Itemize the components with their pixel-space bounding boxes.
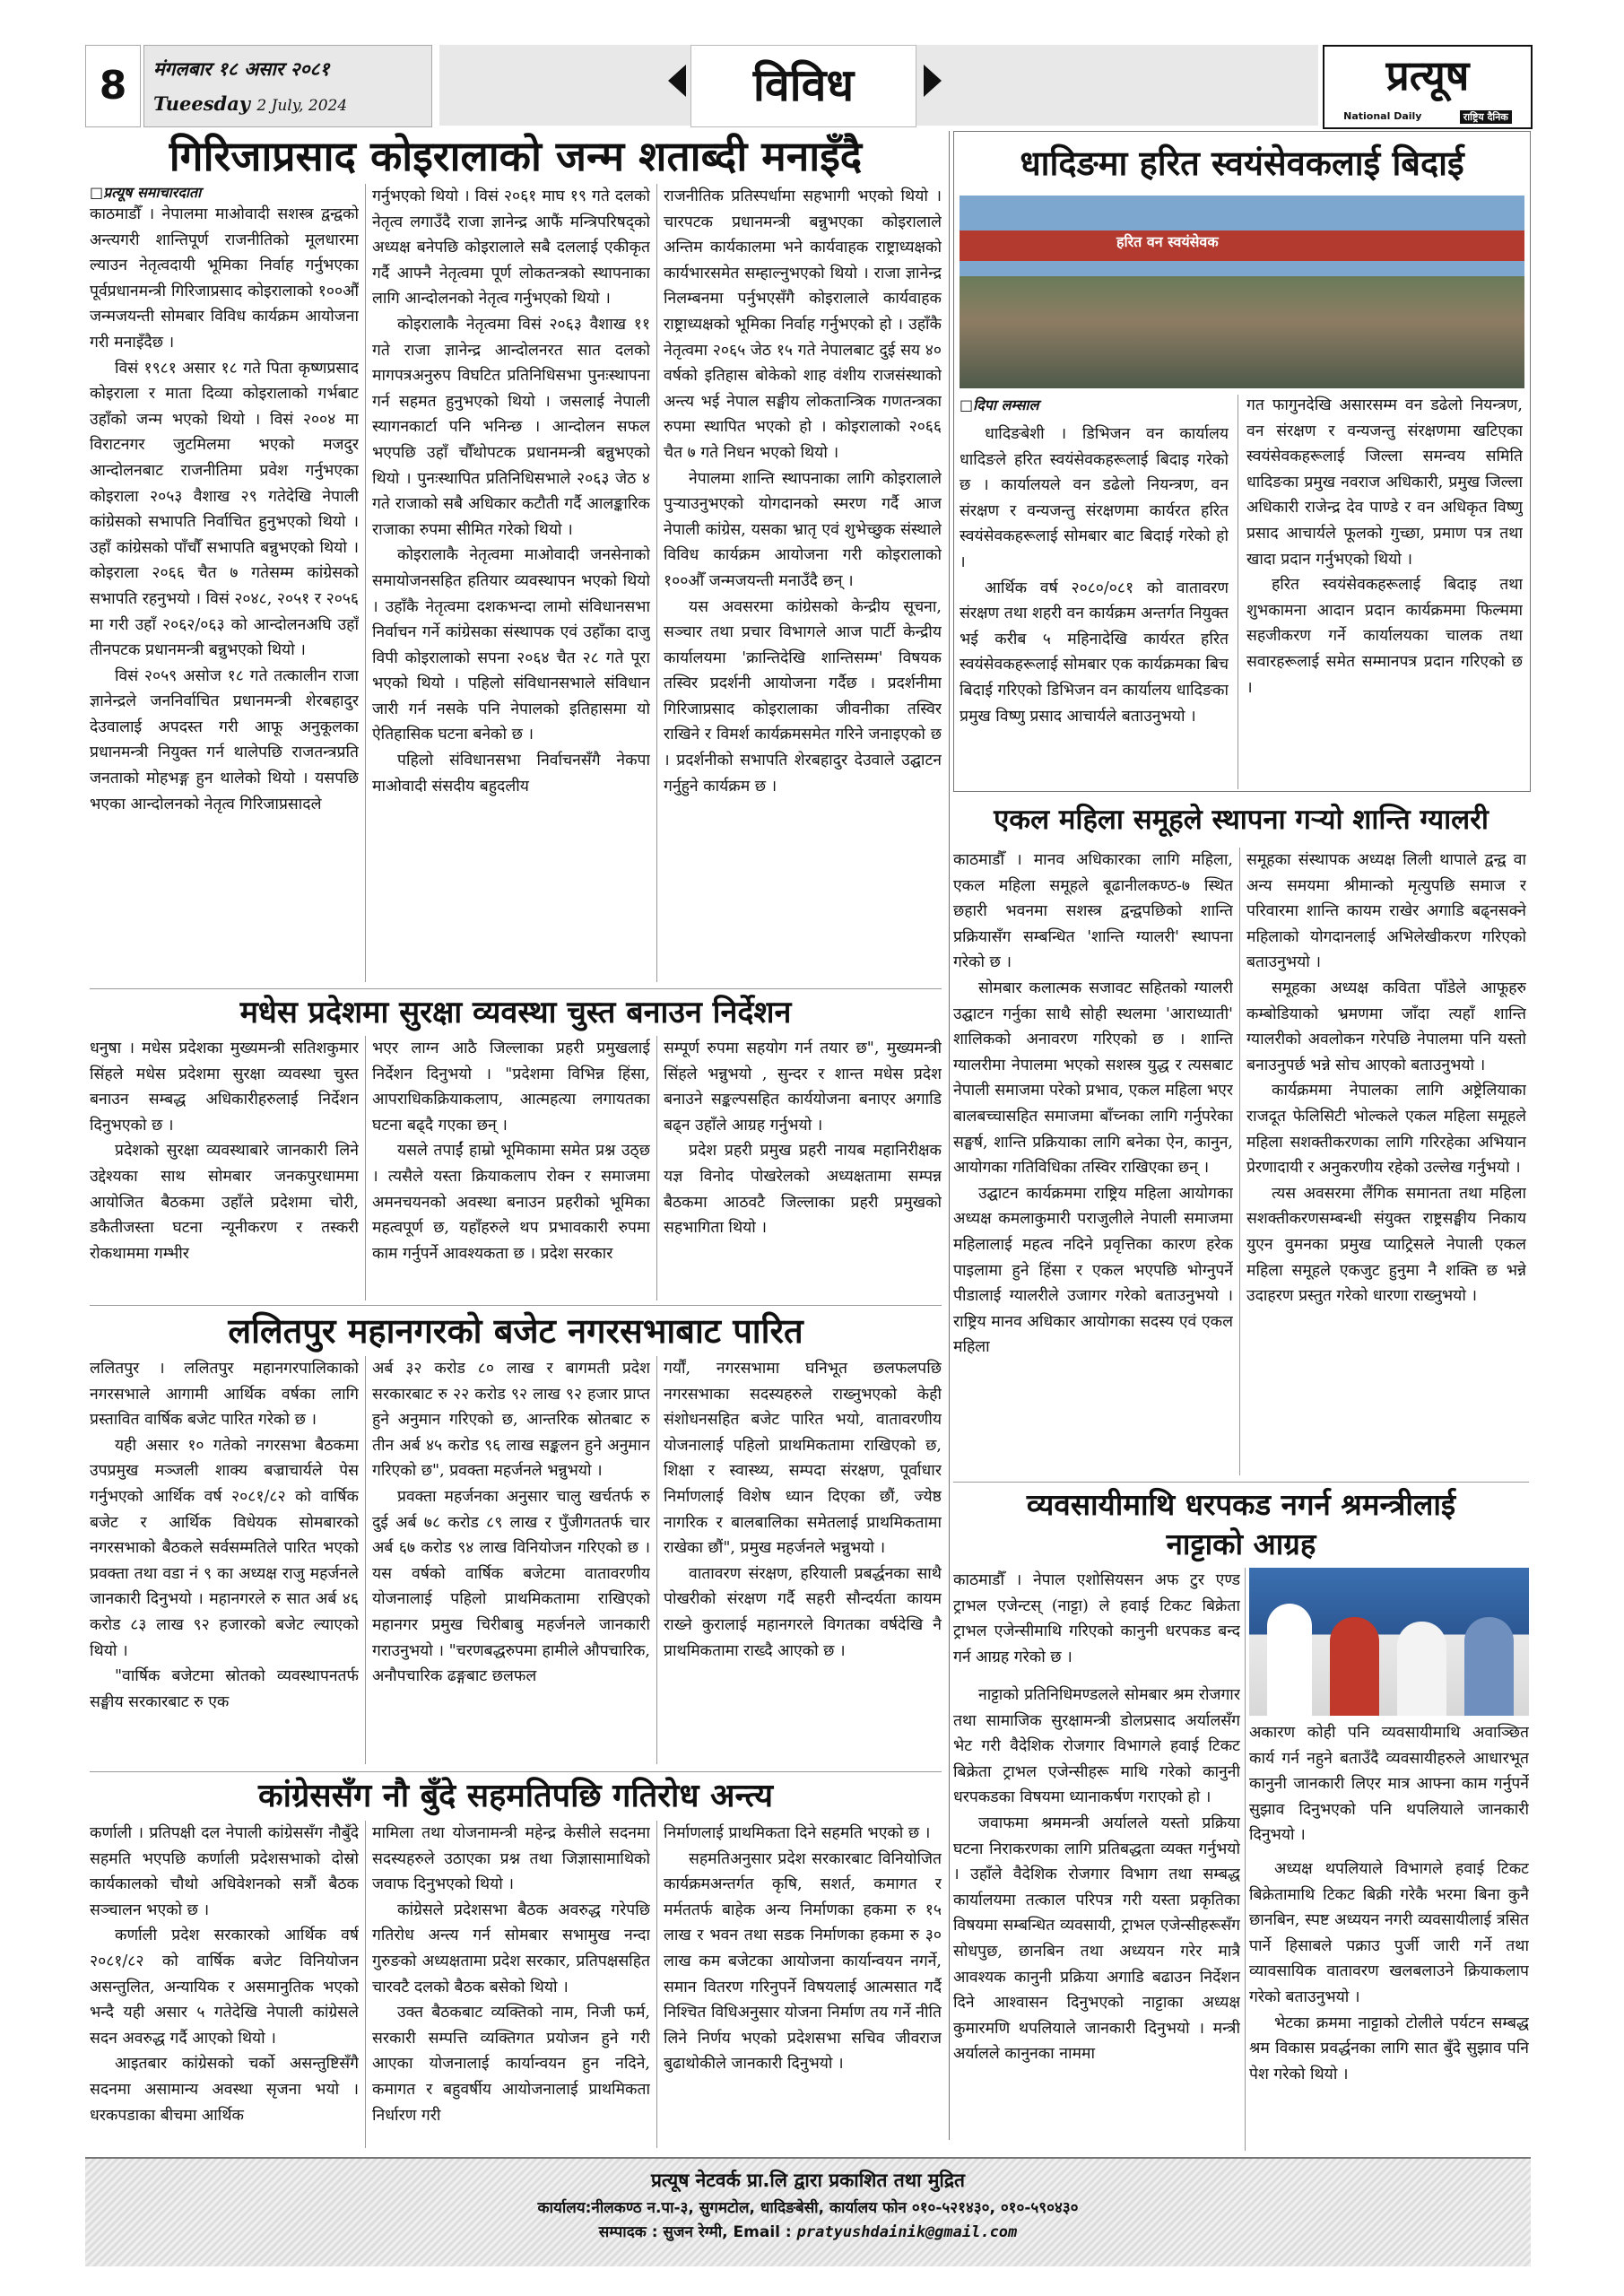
story1-c2-p4: पहिलो संविधानसभा निर्वाचनसँगै नेकपा माओवादी संसदीय बहुदलीय bbox=[372, 752, 650, 796]
newspaper-logo bbox=[1323, 45, 1533, 129]
story4-c1-p2: प्रदेशको सुरक्षा व्यवस्थाबारे जानकारी लिने उद्देश्यका साथ सोमबार जनकपुरधाममा आयोजित बैठकमा उहाँले प्रदेशमा चोरी, डकैतीजस्ता घटना न्यूनीकरण र तस्करी रोकथाममा गम्भीर bbox=[90, 1142, 359, 1263]
story7-headline-line1: व्यवसायीमाथि धरपकड नगर्न श्रमन्त्रीलाई bbox=[1026, 1487, 1456, 1522]
story4-headline: मधेस प्रदेशमा सुरक्षा व्यवस्था चुस्त बनाउन निर्देशन bbox=[239, 995, 792, 1031]
divider bbox=[656, 184, 657, 982]
email-link[interactable]: pratyushdainik@gmail.com bbox=[796, 2223, 1018, 2241]
story5-c1-p1: ललितपुर । ललितपुर महानगरपालिकाको नगरसभाले आगामी आर्थिक वर्षका लागि प्रस्तावित वार्षिक बजेट पारित गरेको छ । bbox=[90, 1360, 359, 1430]
story4-c2-p1: भएर लाग्न आठै जिल्लाका प्रहरी प्रमुखलाई निर्देशन दिनुभयो । "प्रदेशमा विभिन्न हिंसा, आपराधिकक्रियाकलाप, आत्महत्या लगायतका घटना बढ्दै गएका छन् । bbox=[372, 1039, 650, 1135]
story5-c1-p2: यही असार १० गतेको नगरसभा बैठकमा उपप्रमुख मञ्जली शाक्य बज्राचार्यले पेस गर्नुभएको आर्थिक वर्ष २०८१/८२ को वार्षिक बजेट र आर्थिक विधेयक सोमबारको नगरसभाको बैठकले सर्वसम्मतिले पारित भएको प्रवक्ता तथा वडा नं ९ का अध्यक्ष राजु महर्जनले जानकारी दिनुभयो । महानगरले रु सात अर्ब ४६ करोड ८३ लाख ९२ हजारको बजेट ल्याएको थियो । bbox=[90, 1436, 359, 1660]
story3-c1-p2: सोमबार कलात्मक सजावट सहितको ग्यालरी उद्घाटन गर्नुका साथै सोही स्थलमा 'आराध्याती' शालिकको अनावरण गरिएको छ । शान्ति ग्यालरीमा नेपालमा भएको सशस्त्र युद्ध र त्यसबाट नेपाली समाजमा परेको प्रभाव, एकल महिला भएर बालबच्चासहित समाजमा बाँच्नका लागि गर्नुपरेका सङ्घर्ष, शान्ति प्रक्रियाका लागि बनेका ऐन, कानुन, आयोगका गतिविधिका तस्विर राखिएका छन् । bbox=[953, 978, 1233, 1178]
story7-caption-text: अकारण कोही पनि व्यवसायीमाथि अवाञ्छित कार्य गर्न नहुने बताउँदै व्यवसायीहरुले आधारभूत कानुनी जानकारी लिएर मात्र आफ्ना काम गर्नुपर्ने सुझाव दिनुभएको पनि थपलियाले जानकारी दिनुभयो । bbox=[1249, 1724, 1529, 1845]
story4-column-3 bbox=[664, 1036, 942, 1305]
story1-c1-p1: काठमाडौँ । नेपालमा माओवादी सशस्त्र द्वन्द्वको अन्त्यगरी शान्तिपूर्ण राजनीतिको मूलधारमा ल्याउन नेतृत्वदायी भूमिका निर्वाह गर्नुभएका पूर्वप्रधानमन्त्री गिरिजाप्रसाद कोइरालाको १००औँ जन्मजयन्ती सोमबार विविध कार्यक्रम आयोजना गरी मनाइँदैछ । bbox=[90, 205, 359, 352]
divider bbox=[953, 1482, 1529, 1483]
story7-headline-line2: नाट्टाको आग्रह bbox=[1166, 1526, 1316, 1561]
divider bbox=[1239, 848, 1240, 1475]
story1-byline: □ प्रत्यूष समाचारदाता bbox=[90, 182, 201, 202]
story6-c1-p3: आइतबार कांग्रेसको चर्को असन्तुष्टिसँगै सदनमा असामान्य अवस्था सृजना भयो । धरकपडाका बीचमा आर्थिक bbox=[90, 2055, 359, 2125]
story7-c1-p2: जवाफमा श्रममन्त्री अर्यालले यस्तो प्रक्रिया घटना निराकरणका लागि प्रतिबद्धता व्यक्त गर्नुभयो । उहाँले वैदेशिक रोजगार विभाग तथा सम्बद्ध कार्यालयमा तत्काल परिपत्र गरी यस्ता प्रकृतिका विषयमा सम्बन्धित व्यवसायी, ट्राभल एजेन्सीहरूसँग सोधपुछ, छानबिन तथा अध्ययन गरेर मात्रै आवश्यक कानुनी प्रक्रिया अगाडि बढाउन निर्देशन दिने आश्वासन दिनुभएको नाट्टाका अध्यक्ष कुमारमणि थपलियाले जानकारी दिनुभयो । मन्त्री अर्यालले कानुनका नाममा bbox=[953, 1813, 1240, 2064]
story2-byline: □ दिपा लम्साल bbox=[960, 395, 1038, 414]
editor-line bbox=[85, 2221, 1531, 2241]
story7-c2-p1: अध्यक्ष थपलियाले विभागले हवाई टिकट बिक्रेतामाथि टिकट बिक्री गरेकै भरमा बिना कुनै छानबिन, स्पष्ट अध्ययन नगरी व्यवसायीलाई त्रसित पार्ने हिसाबले पक्राउ पुर्जी जारी गर्ने तथा व्यावसायिक वातावरण खलबलाउने क्रियाकलाप गरेको बताउनुभयो । bbox=[1249, 1860, 1529, 2006]
story5-column-3 bbox=[664, 1356, 942, 1769]
divider bbox=[949, 131, 950, 2140]
story2-c1-p1: धादिङबेशी । डिभिजन वन कार्यालय धादिङले हरित स्वयंसेवकहरूलाई बिदाइ गरेको छ । कार्यालयले वन डढेलो नियन्त्रण, वन संरक्षण र वन्यजन्तु संरक्षणमा कार्यरत हरित स्वयंसेवकहरूलाई सोमबार बाट बिदाई गरेको हो । bbox=[960, 425, 1229, 571]
divider bbox=[90, 1305, 942, 1306]
photo-person bbox=[1330, 1617, 1379, 1716]
story2-column-2 bbox=[1246, 393, 1523, 787]
date-nepali: मंगलबार १८ असार २०८१ bbox=[153, 58, 330, 80]
story3-c1-p3: उद्घाटन कार्यक्रममा राष्ट्रिय महिला आयोगका अध्यक्ष कमलाकुमारी पराजुलीले नेपाली समाजमा महिलालाई महत्व नदिने प्रवृत्तिका कारण हरेक पाइलामा हुने हिंसा र एकल भएपछि भोग्नुपर्ने पीडालाई ग्यालरीले उजागर गरेको बताउनुभयो । राष्ट्रिय मानव अधिकार आयोगका सदस्य एवं एकल महिला bbox=[953, 1184, 1233, 1357]
story7-c1-p1: नाट्टाको प्रतिनिधिमण्डलले सोमबार श्रम रोजगार तथा सामाजिक सुरक्षामन्त्री डोलप्रसाद अर्यालसँग भेट गरी वैदेशिक रोजगार विभागले हवाई टिकट बिक्रेता ट्राभल एजेन्सीहरू माथि गरेको कानुनी धरपकडका विषयमा ध्यानाकर्षण गराएको हो । bbox=[953, 1686, 1240, 1807]
story1-column-1 bbox=[90, 202, 359, 987]
story3-c2-p3: कार्यक्रममा नेपालका लागि अष्ट्रेलियाका राजदूत फेलिसिटी भोल्कले एकल महिला समूहले महिला सशक्तीकरणका लागि गरिरहेका अभियान प्रेरणादायी र अनुकरणीय रहेको उल्लेख गर्नुभयो । bbox=[1246, 1082, 1526, 1178]
story3-c2-p1: समूहका संस्थापक अध्यक्ष लिली थापाले द्वन्द्व वा अन्य समयमा श्रीमान्को मृत्युपछि समाज र परिवारमा शान्ति कायम राखेर अगाडि बढ्नसक्ने महिलाको योगदानलाई अभिलेखीकरण गरिएको बताउनुभयो । bbox=[1246, 851, 1526, 972]
story5-column-1 bbox=[90, 1356, 359, 1769]
story3-c1-p1: काठमाडौँ । मानव अधिकारका लागि महिला, एकल महिला समूहले बूढानीलकण्ठ-७ स्थित छहारी भवनमा सशस्त्र द्वन्द्वपछिको शान्ति प्रक्रियासँग सम्बन्धित 'शान्ति ग्यालरी' स्थापना गरेको छ । bbox=[953, 851, 1233, 972]
story3-headline: एकल महिला समूहले स्थापना गर्‍यो शान्ति ग्यालरी bbox=[994, 804, 1489, 836]
story7-c2-p2: भेटका क्रममा नाट्टाको टोलीले पर्यटन सम्बद्ध श्रम विकास प्रवर्द्धनका लागि सात बुँदे सुझाव पनि पेश गरेको थियो । bbox=[1249, 2013, 1529, 2083]
logo-sub-np: राष्ट्रिय दैनिक bbox=[1460, 110, 1512, 124]
story1-c2-p1: गर्नुभएको थियो । विसं २०६१ माघ १९ गते दलको नेतृत्व लगाउँदै राजा ज्ञानेन्द्र आफैं मन्त्रिपरिषद्को अध्यक्ष बनेपछि कोइरालाले सबै दललाई एकीकृत गर्दै आफ्नै नेतृत्वमा पूर्ण लोकतन्त्रको स्थापनाका लागि आन्दोलनको नेतृत्व गर्नुभएको थियो । bbox=[372, 187, 650, 309]
story7-photo-caption bbox=[1249, 1720, 1529, 1855]
divider bbox=[365, 1356, 366, 1764]
story1-column-2 bbox=[372, 184, 650, 987]
story4-column-2 bbox=[372, 1036, 650, 1305]
photo-person bbox=[1267, 1604, 1312, 1716]
divider bbox=[90, 1771, 942, 1772]
story3-column-1 bbox=[953, 848, 1233, 1480]
story4-c2-p2: यसले तपाईं हाम्रो भूमिकामा समेत प्रश्न उठ्छ । त्यसैले यस्ता क्रियाकलाप रोक्न र समाजमा अमनचयनको अवस्था बनाउन प्रहरीको भूमिका महत्वपूर्ण छ, यहाँहरुले थप प्रभावकारी रुपमा काम गर्नुपर्ने आवश्यकता छ । प्रदेश सरकार bbox=[372, 1142, 650, 1263]
story5-headline: ललितपुर महानगरको बजेट नगरसभाबाट पारित bbox=[228, 1311, 803, 1351]
date-rest: 2 July, 2024 bbox=[256, 97, 348, 115]
logo-subtitle bbox=[1324, 110, 1531, 124]
date-english bbox=[153, 92, 347, 115]
story2-column-1 bbox=[960, 422, 1229, 789]
story4-c1-p1: धनुषा । मधेस प्रदेशका मुख्यमन्त्री सतिशकुमार सिंहले मधेस प्रदेशमा सुरक्षा व्यवस्था चुस्त बनाउन सम्बद्ध अधिकारीहरुलाई निर्देशन दिनुभएको छ । bbox=[90, 1039, 359, 1135]
story6-c1-p2: कर्णाली प्रदेश सरकारको आर्थिक वर्ष २०८१/८२ को वार्षिक बजेट विनियोजन असन्तुलित, अन्यायिक र असमानुतिक भएको भन्दै यही असार ५ गतेदेखि नेपाली कांग्रेसले सदन अवरुद्ध गर्दै आएको थियो । bbox=[90, 1926, 359, 2048]
editor-prefix: सम्पादक : सुजन रेग्मी, Email : bbox=[598, 2223, 797, 2241]
story6-column-3 bbox=[664, 1821, 942, 2152]
story7-column-1 bbox=[953, 1683, 1240, 2149]
divider bbox=[656, 1821, 657, 2148]
date-box bbox=[143, 45, 432, 127]
story6-c3-p2: सहमतिअनुसार प्रदेश सरकारबाट विनियोजित कार्यक्रमअन्तर्गत कृषि, सशर्त, कमागत र मर्मततर्फ बाहेक अन्य निर्माणका हकमा रु १५ लाख र भवन तथा सडक निर्माणका हकमा रु ३० लाख कम बजेटका आयोजना कार्यान्वयन नगर्ने, समान वितरण गरिनुपर्ने विषयलाई आत्मसात गर्दै निश्चित विधिअनुसार योजना निर्माण तय गर्ने नीति लिने निर्णय भएको प्रदेशसभा सचिव जीवराज बुढाथोकीले जानकारी दिनुभयो । bbox=[664, 1849, 942, 2074]
story2-c2-p2: हरित स्वयंसेवकहरूलाई बिदाइ तथा शुभकामना आदान प्रदान कार्यक्रममा फिल्ममा सहजीकरण गर्ने कार्यालयका चालक तथा सवारहरूलाई समेत सम्मानपत्र प्रदान गरिएको छ । bbox=[1246, 576, 1523, 697]
story1-c3-p1: राजनीतिक प्रतिस्पर्धामा सहभागी भएको थियो । चारपटक प्रधानमन्त्री बन्नुभएका कोइरालाले अन्तिम कार्यकालमा भने कार्यवाहक राष्ट्राध्यक्षको कार्यभारसमेत सम्हाल्नुभएको थियो । राजा ज्ञानेन्द्र निलम्बनमा पर्नुभएसँगै कोइरालाले कार्यवाहक राष्ट्राध्यक्षको भूमिका निर्वाह गर्नुभएको हो । उहाँकै नेतृत्वमा २०६५ जेठ १५ गते नेपालबाट दुई सय ४० वर्षको इतिहास बोकेको शाह वंशीय राजसंस्थाको अन्त्य भई नेपाल सङ्घीय लोकतान्त्रिक गणतन्त्रका रुपमा स्थापित भएको हो । कोइरालाको २०६६ चैत ७ गते निधन भएको थियो । bbox=[664, 187, 942, 462]
story1-c1-p3: विसं २०५९ असोज १८ गते तत्कालीन राजा ज्ञानेन्द्रले जननिर्वाचित प्रधानमन्त्री शेरबहादुर देउवालाई अपदस्त गरी आफू अनुकूलका प्रधानमन्त्री नियुक्त गर्न थालेपछि राजतन्त्रप्रति जनताको मोहभङ्ग हुन थालेको थियो । यसपछि भएका आन्दोलनको नेतृत्व गिरिजाप्रसादले bbox=[90, 666, 359, 813]
story2-c2-p1: गत फागुनदेखि असारसम्म वन डढेलो नियन्त्रण, वन संरक्षण र वन्यजन्तु संरक्षणमा खटिएका स्वयंसेवकहरूलाई जिल्ला समन्वय समिति धादिङका प्रमुख नवराज अधिकारी, प्रमुख जिल्ला अधिकारी राजेन्द्र देव पाण्डे र वन अधिकृत विष्णु प्रसाद आचार्यले फूलको गुच्छा, प्रमाण पत्र तथा खादा प्रदान गर्नुभएको थियो । bbox=[1246, 396, 1523, 569]
natta-meeting-photo bbox=[1249, 1568, 1529, 1716]
section-title: विविध bbox=[690, 45, 916, 127]
divider bbox=[656, 1356, 657, 1764]
story7-intro bbox=[953, 1568, 1240, 1680]
photo-crowd bbox=[960, 276, 1524, 388]
story3-c2-p2: समूहका अध्यक्ष कविता पाँडेले आफूहरु कम्बोडियाको भ्रमणमा जाँदा त्यहाँ शान्ति ग्यालरीको अवलोकन गरेपछि नेपालमा पनि यस्तो बनाउनुपर्छ भन्ने सोच आएको बताउनुभयो । bbox=[1246, 978, 1526, 1074]
story6-c2-p1: मामिला तथा योजनामन्त्री महेन्द्र केसीले सदनमा सदस्यहरुले उठाएका प्रश्न तथा जिज्ञासामाथिको जवाफ दिनुभएको थियो । bbox=[372, 1824, 650, 1894]
story5-c2-p1: अर्ब ३२ करोड ८० लाख र बागमती प्रदेश सरकारबाट रु २२ करोड ९२ लाख ९२ हजार प्राप्त हुने अनुमान गरिएको छ, आन्तरिक स्रोतबाट रु तीन अर्ब ४५ करोड ९६ लाख सङ्कलन हुने अनुमान गरिएको छ", प्रवक्ता महर्जनले भन्नुभयो । bbox=[372, 1360, 650, 1481]
story1-c1-p2: विसं १९८१ असार १८ गते पिता कृष्णप्रसाद कोइराला र माता दिव्या कोइरालाको गर्भबाट उहाँको जन्म भएको थियो । विसं २००४ मा विराटनगर जुटमिलमा भएको मजदुर आन्दोलनबाट राजनीतिमा प्रवेश गर्नुभएका कोइराला २०५३ वैशाख २९ गतेदेखि नेपाली कांग्रेसको सभापति निर्वाचित हुनुभएको थियो । उहाँ कांग्रेसको पाँचौँ सभापति बन्नुभएको थियो । कोइराला २०६६ चैत ७ गतेसम्म कांग्रेसको सभापति रहनुभयो । विसं २०४८, २०५१ र २०५६ मा गरी उहाँ २०६२/०६३ को आन्दोलनअघि उहाँ तीनपटक प्रधानमन्त्री बन्नुभएको थियो । bbox=[90, 359, 359, 660]
story1-column-3 bbox=[664, 184, 942, 987]
story6-c2-p2: कांग्रेसले प्रदेशसभा बैठक अवरुद्ध गरेपछि गतिरोध अन्त्य गर्न सोमबार सभामुख नन्दा गुरुङको अध्यक्षतामा प्रदेश सरकार, प्रतिपक्षसहित चारवटै दलको बैठक बसेको थियो । bbox=[372, 1900, 650, 1996]
story6-c1-p1: कर्णाली । प्रतिपक्षी दल नेपाली कांग्रेससँग नौबुँदे सहमति भएपछि कर्णाली प्रदेशसभाको दोस्रो कार्यकालको चौथो अधिवेशनको सत्रौं बैठक सञ्चालन भएको छ । bbox=[90, 1824, 359, 1919]
story2-c1-p2: आर्थिक वर्ष २०८०/०८१ को वातावरण संरक्षण तथा शहरी वन कार्यक्रम अन्तर्गत नियुक्त भई करीब ५ महिनादेखि कार्यरत हरित स्वयंसेवकहरूलाई सोमबार एक कार्यक्रमका बिच बिदाई गरिएको डिभिजन वन कार्यालय धादिङका प्रमुख विष्णु प्रसाद आचार्यले बताउनुभयो । bbox=[960, 578, 1229, 726]
date-day: Tueesday bbox=[153, 92, 251, 115]
logo-text: प्रत्यूष bbox=[1385, 51, 1470, 100]
story5-c2-p2: प्रवक्ता महर्जनका अनुसार चालु खर्चतर्फ रु दुई अर्ब ७८ करोड ८९ लाख र पुँजीगततर्फ चार अर्ब ६७ करोड ९४ लाख विनियोजन गरिएको छ । यस वर्षको वार्षिक बजेटमा वातावरणीय योजनालाई पहिलो प्राथमिकतामा राखिएको महानगर प्रमुख चिरीबाबु महर्जनले जानकारी गराउनुभयो । "चरणबद्धरुपमा हामीले औपचारिक, अनौपचारिक ढङ्गबाट छलफल bbox=[372, 1487, 650, 1686]
story1-c3-p3: यस अवसरमा कांग्रेसको केन्द्रीय सूचना, सञ्चार तथा प्रचार विभागले आज पार्टी केन्द्रीय कार्यालयमा 'क्रान्तिदेखि शान्तिसम्म' विषयक तस्विर प्रदर्शनी आयोजना गर्दैछ । प्रदर्शनीमा गिरिजाप्रसाद कोइरालाका जीवनीका तस्विर राखिने र विमर्श कार्यक्रमसमेत गरिने जनाइएको छ । प्रदर्शनीको सभापति शेरबहादुर देउवाले उद्घाटन गर्नुहुने कार्यक्रम छ । bbox=[664, 597, 942, 796]
page-number: 8 bbox=[85, 45, 141, 127]
story7-column-2 bbox=[1249, 1857, 1529, 2152]
story1-c2-p2: कोइरालाकै नेतृत्वमा विसं २०६३ वैशाख ११ गते राजा ज्ञानेन्द्र आन्दोलनरत सात दलको मागपत्रअनुरुप विघटित प्रतिनिधिसभा पुनःस्थापना गर्न सहमत हुनुभएको थियो । जसलाई नेपाली स्यागनकार्टा पनि भनिन्छ । आन्दोलन सफल भएपछि उहाँ चौँथोपटक प्रधानमन्त्री बन्नुभएको थियो । पुनःस्थापित प्रतिनिधिसभाले २०६३ जेठ ४ गते राजाको सबै अधिकार कटौती गर्दै आलङ्कारिक राजाका रुपमा सीमित गरेको थियो । bbox=[372, 315, 650, 539]
story5-c1-p3: "वार्षिक बजेटमा स्रोतको व्यवस्थापनतर्फ सङ्घीय सरकारबाट रु एक bbox=[90, 1667, 359, 1711]
photo-person bbox=[1464, 1617, 1514, 1716]
story6-column-1 bbox=[90, 1821, 359, 2152]
story4-c3-p2: प्रदेश प्रहरी प्रमुख प्रहरी नायब महानिरीक्षक यज्ञ विनोद पोखरेलको अध्यक्षतामा सम्पन्न बैठकमा आठवटै जिल्लाका प्रहरी प्रमुखको सहभागिता थियो । bbox=[664, 1142, 942, 1238]
story6-c3-p1: निर्माणलाई प्राथमिकता दिने सहमति भएको छ । bbox=[664, 1824, 931, 1842]
story4-c3-p1: सम्पूर्ण रुपमा सहयोग गर्न तयार छ", मुख्यमन्त्री सिंहले भन्नुभयो , सुन्दर र शान्त मधेस प्रदेश बनाउने सङ्कल्पसहित कार्ययोजना बनाएर अगाडि बढ्न उहाँले आग्रह गर्नुभयो । bbox=[664, 1039, 942, 1135]
story6-column-2 bbox=[372, 1821, 650, 2152]
story1-c3-p2: नेपालमा शान्ति स्थापनाका लागि कोइरालाले पुऱ्याउनुभएको योगदानको स्मरण गर्दै आज नेपाली कांग्रेस, यसका भ्रातृ एवं शुभेच्छुक संस्थाले विविध कार्यक्रम आयोजना गरी कोइरालाको १००औँ जन्मजयन्ती मनाउँदै छन् । bbox=[664, 469, 942, 590]
prev-section-arrow-icon[interactable] bbox=[668, 65, 686, 97]
office-address-line: कार्यालय:नीलकण्ठ न.पा-३, सुगमटोल, धादिङबेसी, कार्यालय फोन ०१०-५२१४३०, ०१०-५९०४३० bbox=[537, 2199, 1079, 2217]
divider bbox=[365, 1036, 366, 1300]
footer-imprint bbox=[85, 2157, 1531, 2266]
story3-column-2 bbox=[1246, 848, 1526, 1480]
photo-banner bbox=[960, 230, 1524, 261]
divider bbox=[656, 1036, 657, 1300]
story1-headline: गिरिजाप्रसाद कोइरालाको जन्म शताब्दी मनाइँदै bbox=[169, 132, 863, 180]
divider bbox=[1245, 1568, 1246, 2151]
story5-c3-p2: वातावरण संरक्षण, हरियाली प्रबर्द्धनका साथै पोखरीको संरक्षण गर्दै सहरी सौन्दर्यता कायम राख्ने कुरालाई महानगरले विगतका वर्षदेखि नै प्राथमिकतामा राख्दै आएको छ । bbox=[664, 1564, 942, 1660]
footer-text bbox=[85, 2168, 1531, 2241]
next-section-arrow-icon[interactable] bbox=[924, 65, 942, 97]
story6-c2-p3: उक्त बैठकबाट व्यक्तिको नाम, निजी फर्म, सरकारी सम्पत्ति व्यक्तिगत प्रयोजन हुने गरी आएका योजनालाई कार्यान्वयन हुन नदिने, कमागत र बहुवर्षीय आयोजनालाई प्राथमिकता निर्धारण गरी bbox=[372, 2004, 650, 2125]
story6-headline: कांग्रेससँग नौ बुँदे सहमतिपछि गतिरोध अन्त्य bbox=[258, 1778, 773, 1814]
divider bbox=[365, 184, 366, 982]
story4-column-1 bbox=[90, 1036, 359, 1305]
photo-banner-text: हरित वन स्वयंसेवक bbox=[1116, 233, 1219, 250]
logo-sub-en: National Daily bbox=[1343, 110, 1422, 122]
story1-c2-p3: कोइरालाकै नेतृत्वमा माओवादी जनसेनाको समायोजनसहित हतियार व्यवस्थापन भएको थियो । उहाँकै नेतृत्वमा दशकभन्दा लामो संविधानसभा निर्वाचन गर्ने कांग्रेसका संस्थापक एवं उहाँका दाजु विपी कोइरालाको सपना २०६४ चैत २८ गते पूरा भएको थियो । पहिलो संविधानसभाले संविधान जारी गर्न नसके पनि नेपालको इतिहासमा यो ऐतिहासिक घटना बनेको छ । bbox=[372, 546, 650, 744]
volunteers-photo bbox=[960, 196, 1524, 388]
photo-person bbox=[1397, 1622, 1446, 1716]
story2-headline: धादिङमा हरित स्वयंसेवकलाई बिदाई bbox=[1020, 144, 1464, 183]
publisher-line: प्रत्यूष नेटवर्क प्रा.लि द्वारा प्रकाशित तथा मुद्रित bbox=[650, 2170, 965, 2191]
story5-c3-p1: गर्यौं, नगरसभामा घनिभूत छलफलपछि नगरसभाका सदस्यहरुले राख्नुभएको केही संशोधनसहित बजेट पारित भयो, वातावरणीय योजनालाई पहिलो प्राथमिकतामा राखिएको छ, शिक्षा र स्वास्थ्य, सम्पदा संरक्षण, पूर्वाधार निर्माणलाई विशेष ध्यान दिएका छौं, ज्येष्ठ नागरिक र बालबालिका समेतलाई प्राथमिकतामा राखेका छौं", प्रमुख महर्जनले भन्नुभयो । bbox=[664, 1360, 942, 1558]
divider bbox=[90, 988, 942, 989]
story7-intro-p1: काठमाडौँ । नेपाल एशोसियसन अफ टुर एण्ड ट्राभल एजेन्टस् (नाट्टा) ले हवाई टिकट बिक्रेता ट्राभल एजेन्सीमाथि गरिएको कानुनी धरपकड बन्द गर्न आग्रह गरेको छ । bbox=[953, 1571, 1240, 1666]
divider bbox=[365, 1821, 366, 2148]
story5-column-2 bbox=[372, 1356, 650, 1769]
story3-c2-p4: त्यस अवसरमा लैंगिक समानता तथा महिला सशक्तीकरणसम्बन्धी संयुक्त राष्ट्रसङ्घीय निकाय युएन वुमनका प्रमुख प्याट्रिसले नेपाली एकल महिला समूहले एकजुट हुनुमा नै शक्ति छ भन्ने उदाहरण प्रस्तुत गरेको धारणा राख्नुभयो । bbox=[1246, 1184, 1526, 1306]
